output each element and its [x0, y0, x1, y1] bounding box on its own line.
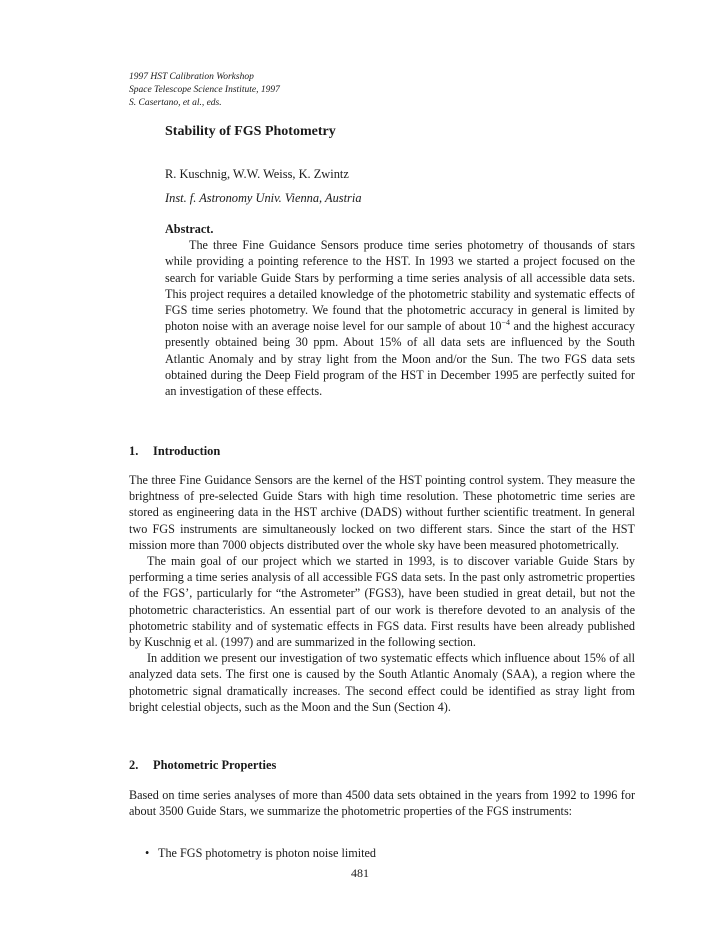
bullet-item — [145, 846, 376, 861]
abstract-text-part-1: The three Fine Guidance Sensors produce time series photometry of thousands of stars while providing a pointing reference to the HST. In 1993 we started a project focused on the search for variable Guide Stars by performing a time series analysis of all accessible data sets. This project requires a detailed knowledge of the photometric stability and systematic effects of FGS time series photometry. We found that the photometric accuracy in general is limited by photon noise with an average noise level for our sample of about 10 — [165, 238, 635, 334]
abstract — [165, 221, 635, 399]
bullet-text: The FGS photometry is photon noise limited — [158, 846, 377, 860]
paper-title: Stability of FGS Photometry — [165, 124, 336, 139]
photometric-properties-body — [129, 787, 635, 819]
photometric-paragraph-1: Based on time series analyses of more than 4500 data sets obtained in the years from 1992 to 1996 for about 3500 Guide Stars, we summarize the photometric properties of the FGS instruments: — [129, 788, 635, 819]
section-number: 2. — [129, 758, 139, 772]
header-line-1: 1997 HST Calibration Workshop — [129, 72, 254, 82]
intro-paragraph-1: The three Fine Guidance Sensors are the kernel of the HST pointing control system. They measure the brightness of pre-selected Guide Stars with high time resolution. These photometric time series are stored as engineering data in the HST archive (DADS) without further scientific treatment. In general two FGS instruments are simultaneously locked on two different stars. Since the start of the HST mission more than 7000 objects distributed over the whole sky have been measured photometrically. — [129, 473, 635, 552]
section-heading-introduction — [129, 444, 220, 459]
header-line-2: Space Telescope Science Institute, 1997 — [129, 85, 280, 95]
proceedings-header — [129, 71, 280, 110]
page-number: 481 — [351, 866, 369, 880]
abstract-text — [165, 237, 635, 399]
bullet-list — [145, 846, 376, 861]
abstract-exponent: −4 — [501, 318, 510, 328]
section-title: Introduction — [153, 444, 221, 458]
section-heading-photometric-properties — [129, 758, 276, 773]
affiliation: Inst. f. Astronomy Univ. Vienna, Austria — [165, 191, 362, 205]
section-number: 1. — [129, 444, 139, 458]
section-title: Photometric Properties — [153, 758, 277, 772]
bullet-dot: • — [145, 846, 150, 860]
intro-paragraph-3: In addition we present our investigation of two systematic effects which influence about 15% of all analyzed data sets. The first one is caused by the South Atlantic Anomaly (SAA), a region where the photometric signal dramatically increases. The second effect could be identified as stray light from bright celestial objects, such as the Moon and the Sun (Section 4). — [129, 651, 635, 714]
intro-paragraph-2: The main goal of our project which we started in 1993, is to discover variable Guide Stars by performing a time series analysis of all accessible FGS data sets. In the past only astrometric properties of the FGS’, particularly for “the Astrometer” (FGS3), have been studied in great detail, but not the photometric characteristics. An essential part of our work is therefore devoted to an analysis of the photometric stability and of systematic effects in FGS data. First results have been already published by Kuschnig et al. (1997) and are summarized in the following section. — [129, 554, 635, 650]
abstract-text-part-2: and the highest accuracy presently obtained being 30 ppm. About 15% of all data sets are influenced by the South Atlantic Anomaly and by stray light from the Moon and/or the Sun. The two FGS data sets obtained during the Deep Field program of the HST in December 1995 are perfectly suited for an investigation of these effects. — [165, 319, 635, 399]
author-list: R. Kuschnig, W.W. Weiss, K. Zwintz — [165, 167, 349, 181]
introduction-body — [129, 472, 635, 715]
abstract-heading: Abstract. — [165, 222, 214, 236]
header-line-3: S. Casertano, et al., eds. — [129, 98, 222, 108]
